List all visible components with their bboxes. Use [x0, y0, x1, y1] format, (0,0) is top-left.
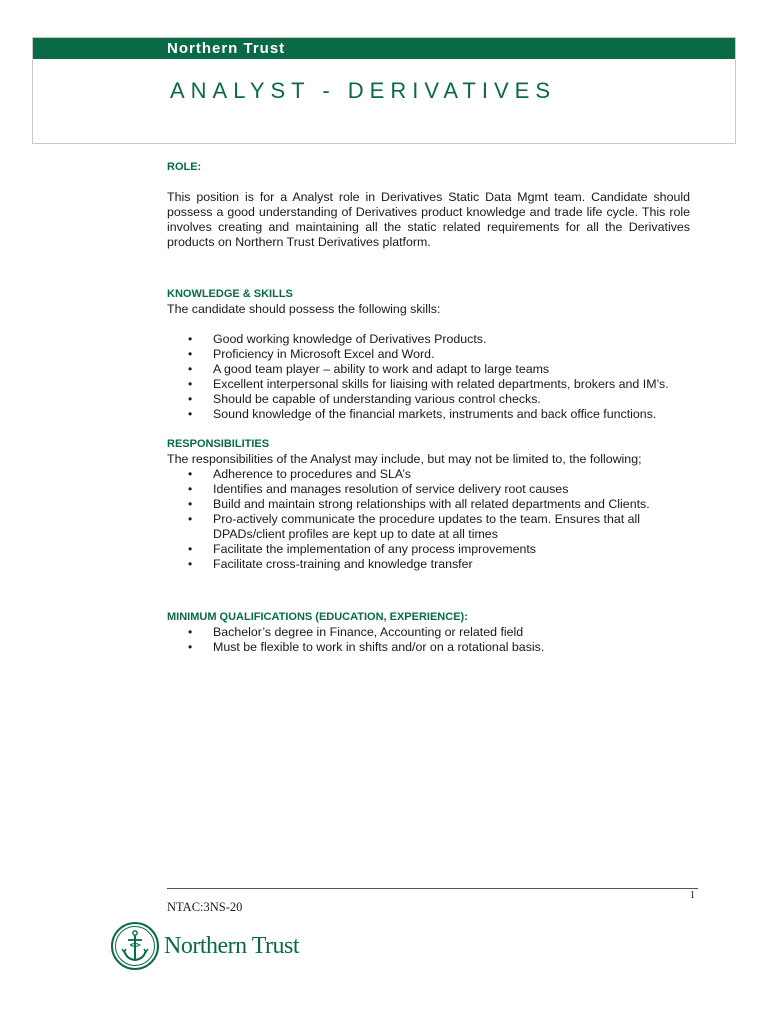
logo-wordmark: Northern Trust — [164, 932, 300, 959]
document-title: ANALYST - DERIVATIVES — [170, 78, 556, 103]
skills-intro: The candidate should possess the following skills: — [167, 302, 441, 316]
footer-divider — [167, 888, 698, 889]
list-item: • Pro-actively communicate the procedure updates to the team. Ensures that all DPADs/client profiles are kept up to date at all times — [167, 512, 690, 542]
role-description: This position is for a Analyst role in Derivatives Static Data Mgmt team. Candidate should possess a good understanding of Derivatives product knowledge and trade life cycle. This role involves creating and maintaining all the static related requirements for all the Derivatives products on Northern Trust Derivatives platform. — [167, 190, 690, 249]
document-code: NTAC:3NS-20 — [167, 900, 243, 914]
header-box — [32, 37, 736, 144]
footer-logo — [110, 920, 299, 972]
list-item: • Good working knowledge of Derivatives Products. — [167, 332, 690, 347]
qualifications-list — [167, 625, 690, 655]
skills-list — [167, 332, 690, 422]
list-item: • Facilitate the implementation of any process improvements — [167, 542, 690, 557]
anchor-seal-icon — [110, 921, 160, 971]
page-number: 1 — [690, 890, 695, 901]
brand-name: Northern Trust — [167, 40, 286, 57]
list-item: • Should be capable of understanding various control checks. — [167, 392, 690, 407]
document-body — [167, 160, 690, 655]
list-item: • Proficiency in Microsoft Excel and Word. — [167, 347, 690, 362]
list-item: • Excellent interpersonal skills for liaising with related departments, brokers and IM’s. — [167, 377, 690, 392]
responsibilities-heading: RESPONSIBILITIES — [167, 438, 270, 450]
brand-band — [33, 38, 735, 59]
list-item: • Identifies and manages resolution of service delivery root causes — [167, 482, 690, 497]
list-item: • A good team player – ability to work and adapt to large teams — [167, 362, 690, 377]
list-item: • Facilitate cross-training and knowledge transfer — [167, 557, 690, 572]
responsibilities-list — [167, 467, 690, 572]
qualifications-heading: MINIMUM QUALIFICATIONS (EDUCATION, EXPERIENCE): — [167, 611, 468, 623]
list-item: • Must be flexible to work in shifts and/or on a rotational basis. — [167, 640, 690, 655]
list-item: • Build and maintain strong relationships with all related departments and Clients. — [167, 497, 690, 512]
list-item: • Bachelor’s degree in Finance, Accounting or related field — [167, 625, 690, 640]
skills-heading: KNOWLEDGE & SKILLS — [167, 288, 293, 300]
list-item: • Sound knowledge of the financial markets, instruments and back office functions. — [167, 407, 690, 422]
responsibilities-intro: The responsibilities of the Analyst may include, but may not be limited to, the following; — [167, 452, 642, 466]
list-item: • Adherence to procedures and SLA’s — [167, 467, 690, 482]
role-heading: ROLE: — [167, 161, 202, 173]
